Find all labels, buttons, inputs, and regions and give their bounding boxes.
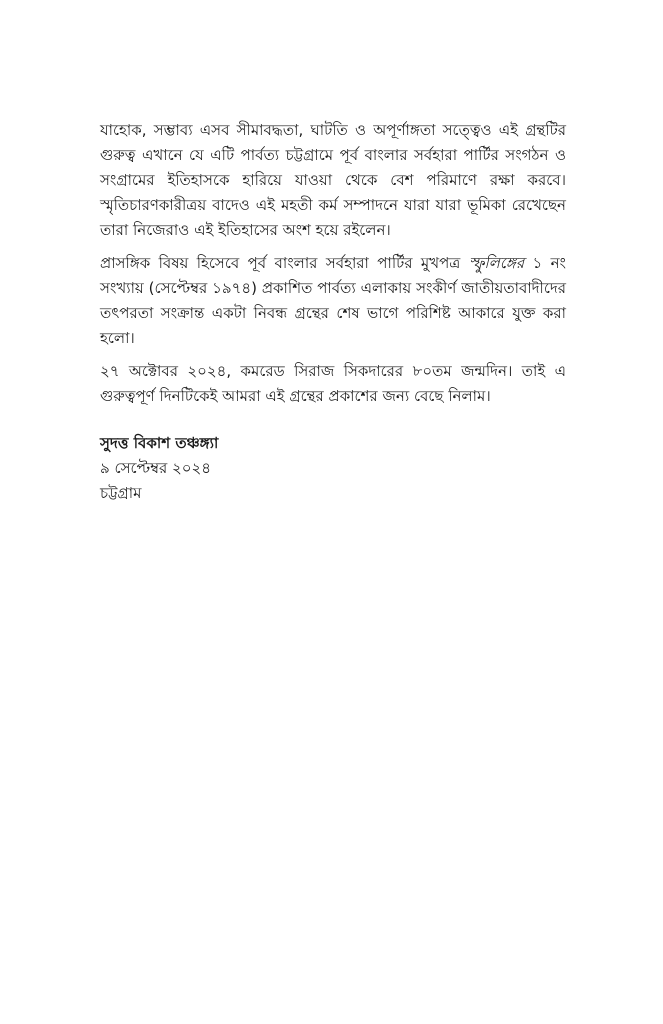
document-page: [100, 118, 566, 506]
publication-title: স্ফুলিঙ্গের: [468, 254, 525, 272]
signature-place: চট্টগ্রাম: [100, 484, 142, 502]
paragraph-3: ২৭ অক্টোবর ২০২৪, কমরেড সিরাজ সিকদারের ৮০তম জন্মদিন। তাই এ গুরুত্বপূর্ণ দিনটিকেই আমরা এই গ্রন্থের প্রকাশের জন্য বেছে নিলাম।: [100, 362, 566, 405]
author-name: সুদত্ত বিকাশ তঞ্চঙ্গ্যা: [100, 434, 219, 452]
paragraph-1: যাহোক, সম্ভাব্য এসব সীমাবদ্ধতা, ঘাটতি ও অপূর্ণাঙ্গতা সত্ত্বেও এই গ্রন্থটির গুরুত্ব এখানে যে এটি পার্বত্য চট্টগ্রামে পূর্ব বাংলার সর্বহারা পার্টির সংগঠন ও সংগ্রামের ইতিহাসকে হারিয়ে যাওয়া থেকে বেশ পরিমাণে রক্ষা করবে। স্মৃতিচারণকারীত্রয় বাদেও এই মহতী কর্ম সম্পাদনে যারা যারা ভূমিকা রেখেছেন তারা নিজেরাও এই ইতিহাসের অংশ হয়ে রইলেন।: [100, 121, 566, 239]
paragraph-2-after: ১ নং সংখ্যায় (সেপ্টেম্বর ১৯৭৪) প্রকাশিত পার্বত্য এলাকায় সংকীর্ণ জাতীয়তাবাদীদের তৎপরতা সংক্রান্ত একটা নিবন্ধ গ্রন্থের শেষ ভাগে পরিশিষ্ট আকারে যুক্ত করা হলো।: [100, 254, 566, 347]
signature-block: [100, 431, 566, 506]
paragraph-2: [100, 251, 566, 351]
paragraph-2-before: প্রাসঙ্গিক বিষয় হিসেবে পূর্ব বাংলার সর্বহারা পার্টির মুখপত্র: [100, 254, 469, 272]
signature-date: ৯ সেপ্টেম্বর ২০২৪: [100, 459, 212, 477]
